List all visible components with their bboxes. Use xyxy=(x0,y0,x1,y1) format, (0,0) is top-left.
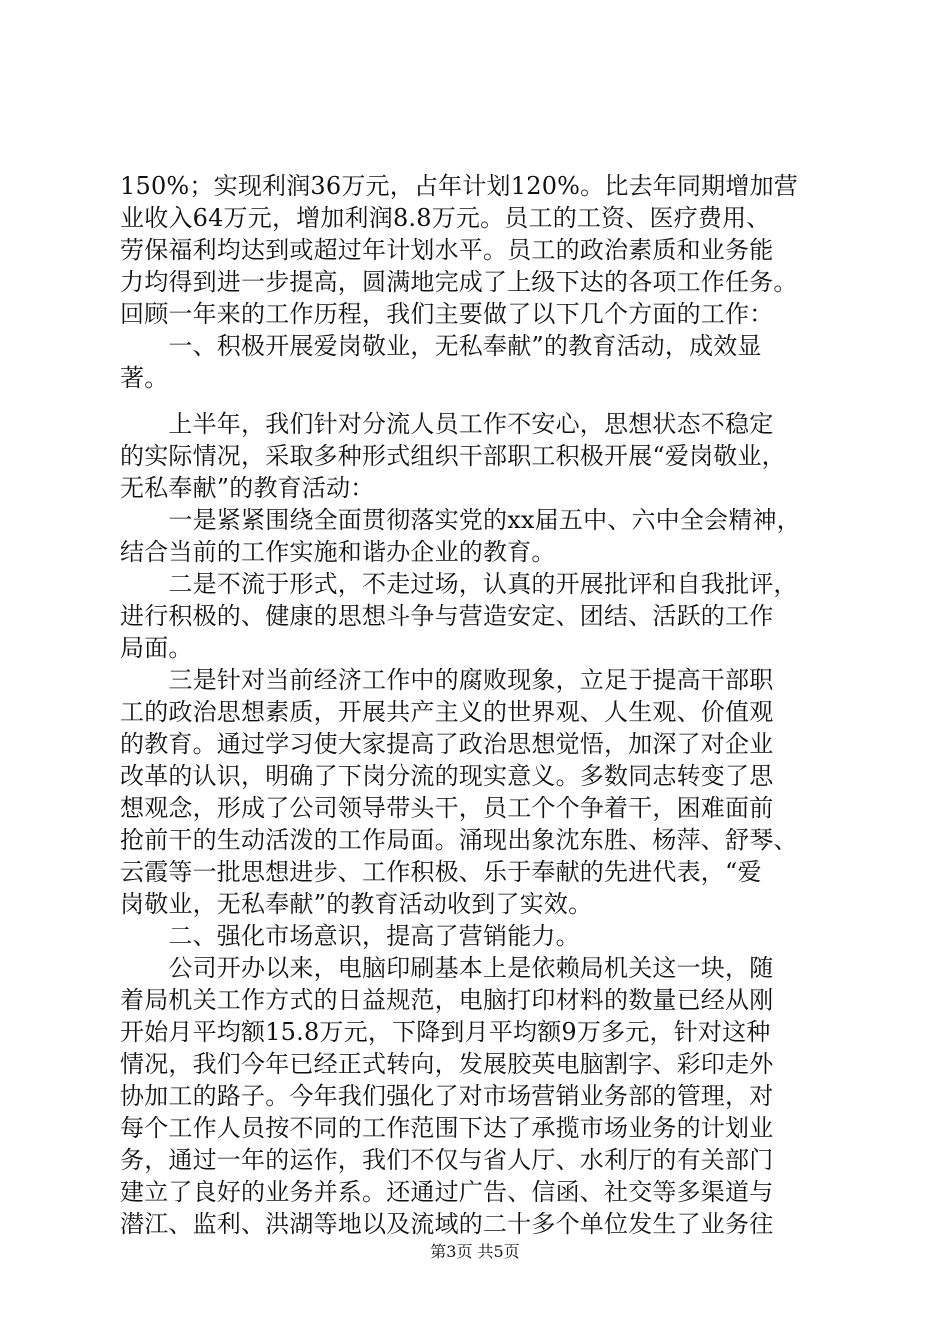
section-heading: 著。 xyxy=(120,364,169,392)
text-line: 局面。 xyxy=(120,634,193,662)
text-line: 进行积极的、健康的思想斗争与营造安定、团结、活跃的工作 xyxy=(120,602,774,630)
text-line: 二是不流于形式，不走过场，认真的开展批评和自我批评， xyxy=(120,570,798,598)
text-line: 改革的认识，明确了下岗分流的现实意义。多数同志转变了思 xyxy=(120,762,774,790)
text-line: 的实际情况，采取多种形式组织干部职工积极开展“爱岗敬业， xyxy=(120,442,786,470)
text-line: 的教育。通过学习使大家提高了政治思想觉悟，加深了对企业 xyxy=(120,730,774,758)
text-line: 情况，我们今年已经正式转向，发展胶英电脑割字、彩印走外 xyxy=(120,1050,774,1078)
text-line: 云霞等一批思想进步、工作积极、乐于奉献的先进代表，“爱 xyxy=(120,858,762,886)
text-line: 力均得到进一步提高，圆满地完成了上级下达的各项工作任务。 xyxy=(120,268,798,296)
text-line: 每个工作人员按不同的工作范围下达了承揽市场业务的计划业 xyxy=(120,1114,774,1142)
text-line: 三是针对当前经济工作中的腐败现象，立足于提高干部职 xyxy=(120,666,774,694)
text-line: 上半年，我们针对分流人员工作不安心，思想状态不稳定 xyxy=(120,410,774,438)
document-body xyxy=(120,170,840,1240)
text-line: 务，通过一年的运作，我们不仅与省人厅、水利厅的有关部门 xyxy=(120,1146,774,1174)
text-line: 工的政治思想素质，开展共产主义的世界观、人生观、价值观 xyxy=(120,698,774,726)
text-line: 岗敬业，无私奉献”的教育活动收到了实效。 xyxy=(120,890,593,918)
text-line: 开始月平均额15.8万元，下降到月平均额9万多元，针对这种 xyxy=(120,1018,771,1046)
text-line: 回顾一年来的工作历程，我们主要做了以下几个方面的工作： xyxy=(120,300,774,328)
text-line: 一是紧紧围绕全面贯彻落实党的xx届五中、六中全会精神， xyxy=(120,506,801,534)
page-footer xyxy=(0,1242,950,1262)
text-line: 结合当前的工作实施和谐办企业的教育。 xyxy=(120,538,556,566)
text-line: 建立了良好的业务并系。还通过广告、信函、社交等多渠道与 xyxy=(120,1178,774,1206)
text-line: 抢前干的生动活泼的工作局面。涌现出象沈东胜、杨萍、舒琴、 xyxy=(120,826,798,854)
text-line: 150%；实现利润36万元，占年计划120%。比去年同期增加营 xyxy=(120,172,798,200)
text-line: 公司开办以来，电脑印刷基本上是依赖局机关这一块，随 xyxy=(120,954,774,982)
text-line: 协加工的路子。今年我们强化了对市场营销业务部的管理，对 xyxy=(120,1082,774,1110)
text-line: 业收入64万元，增加利润8.8万元。员工的工资、医疗费用、 xyxy=(120,204,771,232)
section-heading: 一、积极开展爱岗敬业，无私奉献”的教育活动，成效显 xyxy=(120,332,762,360)
text-line: 着局机关工作方式的日益规范，电脑打印材料的数量已经从刚 xyxy=(120,986,774,1014)
text-line: 劳保福利均达到或超过年计划水平。员工的政治素质和业务能 xyxy=(120,236,774,264)
text-line: 无私奉献”的教育活动： xyxy=(120,474,375,502)
page-number-label: 第3页 共5页 xyxy=(430,1242,520,1261)
text-line: 潜江、监利、洪湖等地以及流域的二十多个单位发生了业务往 xyxy=(120,1210,774,1238)
text-line: 想观念，形成了公司领导带头干，员工个个争着干，困难面前 xyxy=(120,794,774,822)
section-heading: 二、强化市场意识，提高了营销能力。 xyxy=(120,922,580,950)
